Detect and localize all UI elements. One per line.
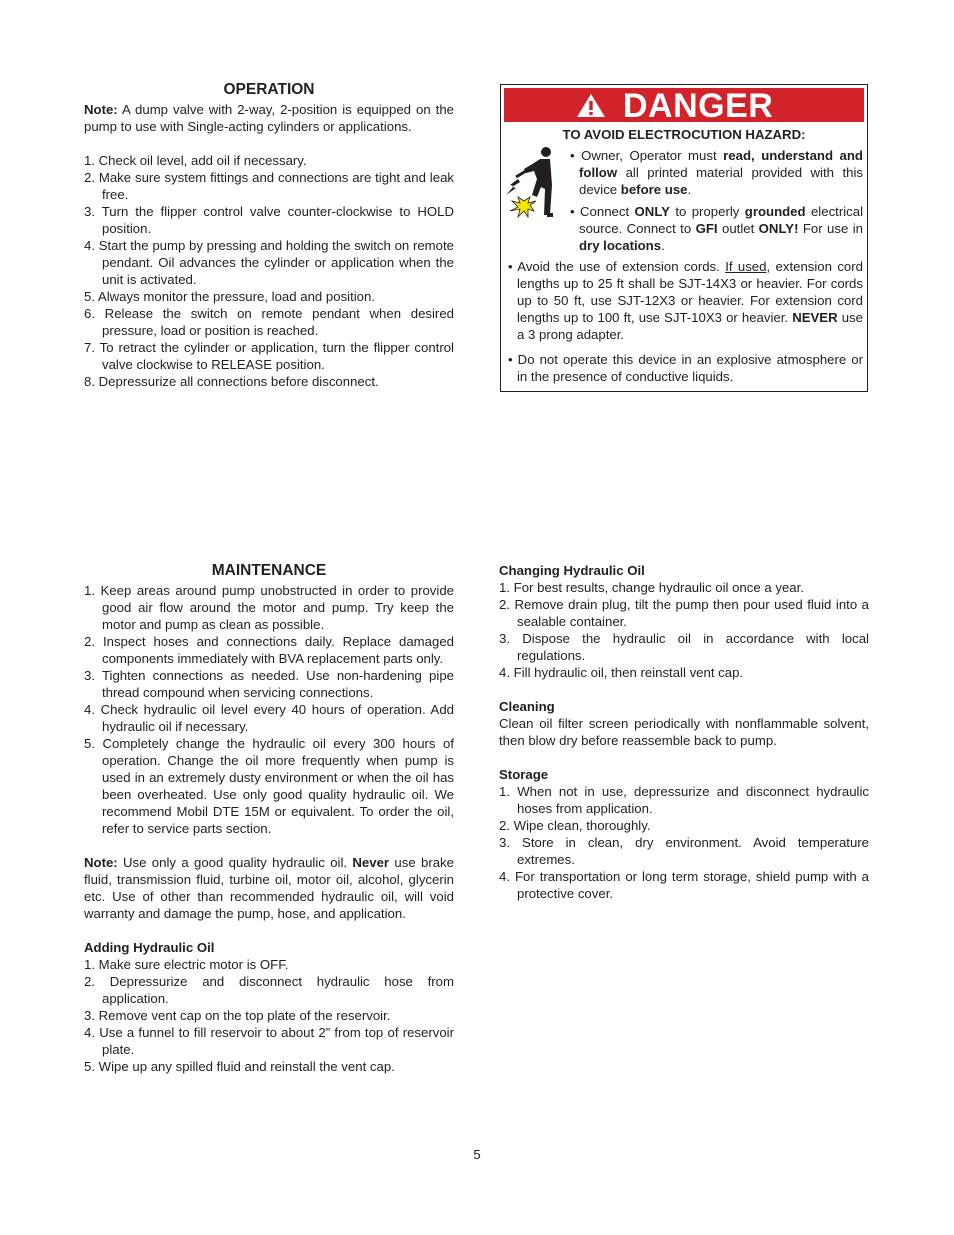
bullet: • [570, 204, 575, 219]
cleaning-title: Cleaning [499, 699, 555, 714]
maintenance-steps [84, 582, 454, 837]
danger-bullet-1: • Owner, Operator must read, understand and follow all printed material provided with this device before use. [570, 148, 863, 197]
list-item: 2. Depressurize and disconnect hydraulic hose from application. [84, 974, 454, 1006]
maintenance-section [84, 562, 454, 1075]
page-number: 5 [473, 1147, 481, 1162]
list-item: 2. Wipe clean, thoroughly. [499, 818, 651, 833]
list-item: 4. Start the pump by pressing and holding the switch on remote pendant. Oil advances the cylinder or application when the unit is activated. [84, 238, 454, 287]
changing-oil-steps [499, 579, 869, 681]
changing-oil-title: Changing Hydraulic Oil [499, 563, 645, 578]
maintenance-title: MAINTENANCE [211, 562, 327, 579]
list-item: 5. Wipe up any spilled fluid and reinstall the vent cap. [84, 1059, 395, 1074]
bullet: • [508, 352, 513, 367]
list-item: 2. Inspect hoses and connections daily. Replace damaged components immediately with BVA replacement parts only. [84, 634, 454, 666]
bullet: • [508, 259, 513, 274]
list-item: 2. Remove drain plug, tilt the pump then pour used fluid into a sealable container. [499, 597, 869, 629]
list-item: 6. Release the switch on remote pendant when desired pressure, load or position is reached. [84, 306, 454, 338]
list-item: 5. Always monitor the pressure, load and position. [84, 289, 376, 304]
danger-bullet-4: • Do not operate this device in an explosive atmosphere or in the presence of conductive liquids. [508, 352, 863, 384]
operation-title: OPERATION [223, 81, 315, 98]
list-item: 3. Dispose the hydraulic oil in accordance with local regulations. [499, 631, 869, 663]
electrocution-hazard-icon [504, 145, 564, 219]
maintenance-right-column [499, 562, 869, 902]
list-item: 4. Use a funnel to fill reservoir to about 2” from top of reservoir plate. [84, 1025, 454, 1057]
list-item: 3. Turn the flipper control valve counter-clockwise to HOLD position. [84, 204, 454, 236]
note-text: A dump valve with 2-way, 2-position is equipped on the pump to use with Single-acting cylinders or applications. [84, 102, 454, 134]
cleaning-text: Clean oil filter screen periodically with nonflammable solvent, then blow dry before reassemble back to pump. [499, 716, 869, 748]
storage-steps [499, 783, 869, 902]
danger-bullet-2: • Connect ONLY to properly grounded electrical source. Connect to GFI outlet ONLY! For use in dry locations. [570, 204, 864, 253]
list-item: 1. Make sure electric motor is OFF. [84, 957, 289, 972]
list-item: 1. Keep areas around pump unobstructed in order to provide good air flow around the motor and pump. Try keep the motor and pump as clean as possible. [84, 583, 454, 632]
list-item: 3. Tighten connections as needed. Use non-hardening pipe thread compound when servicing connections. [84, 668, 454, 700]
operation-note [84, 101, 454, 135]
note-label: Note: [84, 102, 118, 117]
operation-section [84, 81, 454, 390]
list-item: 5. Completely change the hydraulic oil every 300 hours of operation. Change the oil more frequently when pump is used in an extremely dusty environment or when the oil has been overheated. Use only good quality hydraulic oil. We recommend Mobil DTE 15M or equivalent. To order the oil, refer to service parts section. [84, 736, 454, 836]
list-item: 4. Fill hydraulic oil, then reinstall vent cap. [499, 665, 744, 680]
list-item: 3. Remove vent cap on the top plate of the reservoir. [84, 1008, 391, 1023]
list-item: 7. To retract the cylinder or application, turn the flipper control valve clockwise to RELEASE position. [84, 340, 454, 372]
list-item: 3. Store in clean, dry environment. Avoid temperature extremes. [499, 835, 869, 867]
danger-box [500, 84, 868, 392]
adding-oil-title: Adding Hydraulic Oil [84, 940, 215, 955]
list-item: 4. For transportation or long term storage, shield pump with a protective cover. [499, 869, 869, 901]
maintenance-note: Note: Use only a good quality hydraulic oil. Never use brake fluid, transmission fluid, turbine oil, motor oil, alcohol, glycerin etc. Use of other than recommended hydraulic oil, will void warranty and damage the pump, hose, and application. [84, 855, 454, 921]
adding-oil-steps [84, 956, 454, 1075]
danger-title: DANGER [623, 87, 774, 125]
warning-triangle-icon [576, 93, 606, 118]
bullet: • [570, 148, 575, 163]
hazard-heading: TO AVOID ELECTROCUTION HAZARD: [562, 127, 806, 142]
list-item: 1. When not in use, depressurize and disconnect hydraulic hoses from application. [499, 784, 869, 816]
list-item: 2. Make sure system fittings and connections are tight and leak free. [84, 170, 454, 202]
operation-steps [84, 152, 454, 390]
storage-title: Storage [499, 767, 549, 782]
danger-banner [504, 87, 864, 125]
list-item: 1. For best results, change hydraulic oil once a year. [499, 580, 804, 595]
list-item: 4. Check hydraulic oil level every 40 hours of operation. Add hydraulic oil if necessary. [84, 702, 454, 734]
list-item: 8. Depressurize all connections before disconnect. [84, 374, 379, 389]
danger-bullet-3: • Avoid the use of extension cords. If used, extension cord lengths up to 25 ft shall be SJT-14X3 or heavier. For cords up to 50 ft, use SJT-12X3 or heavier. For extension cord lengths up to 100 ft, use SJT-10X3 or heavier. NEVER use a 3 prong adapter. [508, 259, 863, 342]
list-item: 1. Check oil level, add oil if necessary. [84, 153, 307, 168]
